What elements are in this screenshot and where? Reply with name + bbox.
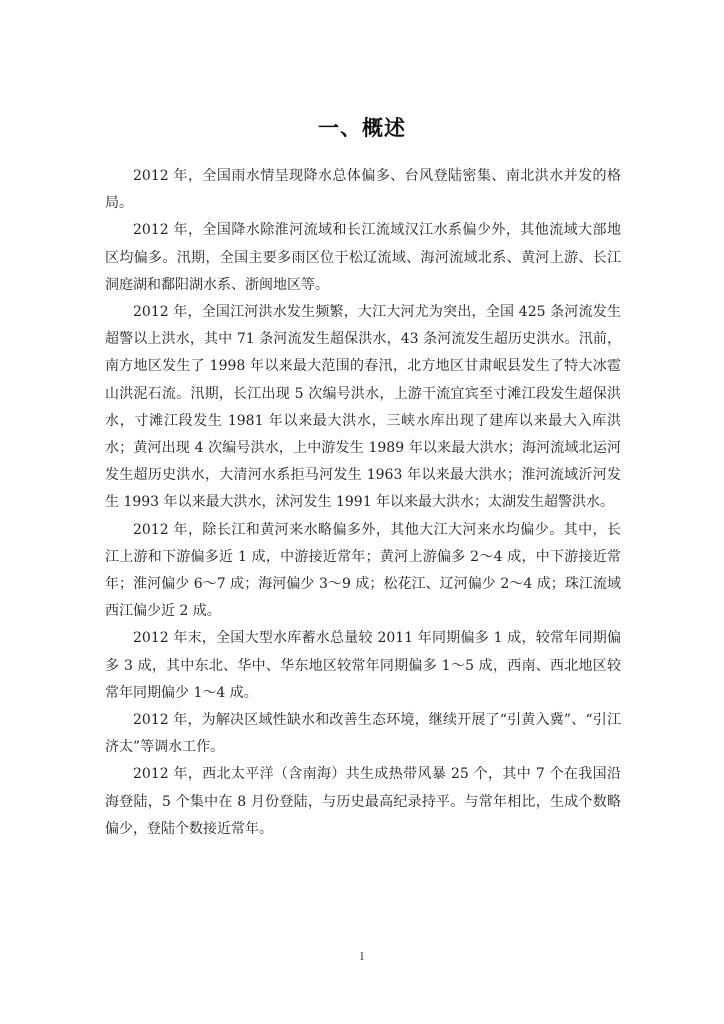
- page-title: 一、概述: [318, 116, 406, 140]
- paragraph: 2012 年，全国雨水情呈现降水总体偏多、台风登陆密集、南北洪水并发的格局。: [105, 168, 621, 212]
- paragraph: 2012 年，除长江和黄河来水略偏多外，其他大江大河来水均偏少。其中，长江上游和下游偏多近 1 成，中游接近常年；黄河上游偏多 2～4 成，中下游接近常年；淮河偏少 6～7 成；海河偏少 3～9 成；松花江、辽河偏少 2～4 成；珠江流域西江偏少近 2 成。: [105, 521, 621, 620]
- paragraph: 2012 年，西北太平洋（含南海）共生成热带风暴 25 个，其中 7 个在我国沿海登陆，5 个集中在 8 月份登陆，与历史最高纪录持平。与常年相比，生成个数略偏少，登陆个数接近常年。: [105, 766, 621, 837]
- page-number: I: [360, 952, 364, 963]
- paragraph: 2012 年末，全国大型水库蓄水总量较 2011 年同期偏多 1 成，较常年同期偏多 3 成，其中东北、华中、华东地区较常年同期偏多 1～5 成，西南、西北地区较常年同期偏少 1～4 成。: [105, 630, 621, 701]
- paragraph: 2012 年，全国江河洪水发生频繁，大江大河尤为突出，全国 425 条河流发生超警以上洪水，其中 71 条河流发生超保洪水，43 条河流发生超历史洪水。汛前，南方地区发生了 1998 年以来最大范围的春汛，北方地区甘肃岷县发生了特大冰雹山洪泥石流。汛期，长江出现 5 次编号洪水，上游干流宜宾至寸滩江段发生超保洪水，寸滩江段发生 1981 年以来最大洪水，三峡水库出现了建库以来最大入库洪水；黄河出现 4 次编号洪水，上中游发生 1989 年以来最大洪水；海河流域北运河发生超历史洪水，大清河水系拒马河发生 1963 年以来最大洪水；淮河流域沂河发生 1993 年以来最大洪水，沭河发生 1991 年以来最大洪水；太湖发生超警洪水。: [105, 304, 621, 511]
- paragraph: 2012 年，为解决区域性缺水和改善生态环境，继续开展了“引黄入冀”、“引江济太”等调水工作。: [105, 712, 621, 756]
- body-text: [105, 163, 621, 843]
- paragraph: 2012 年，全国降水除淮河流域和长江流域汉江水系偏少外，其他流域大部地区均偏多。汛期，全国主要多雨区位于松辽流域、海河流域北系、黄河上游、长江洞庭湖和鄱阳湖水系、浙闽地区等。: [105, 222, 621, 293]
